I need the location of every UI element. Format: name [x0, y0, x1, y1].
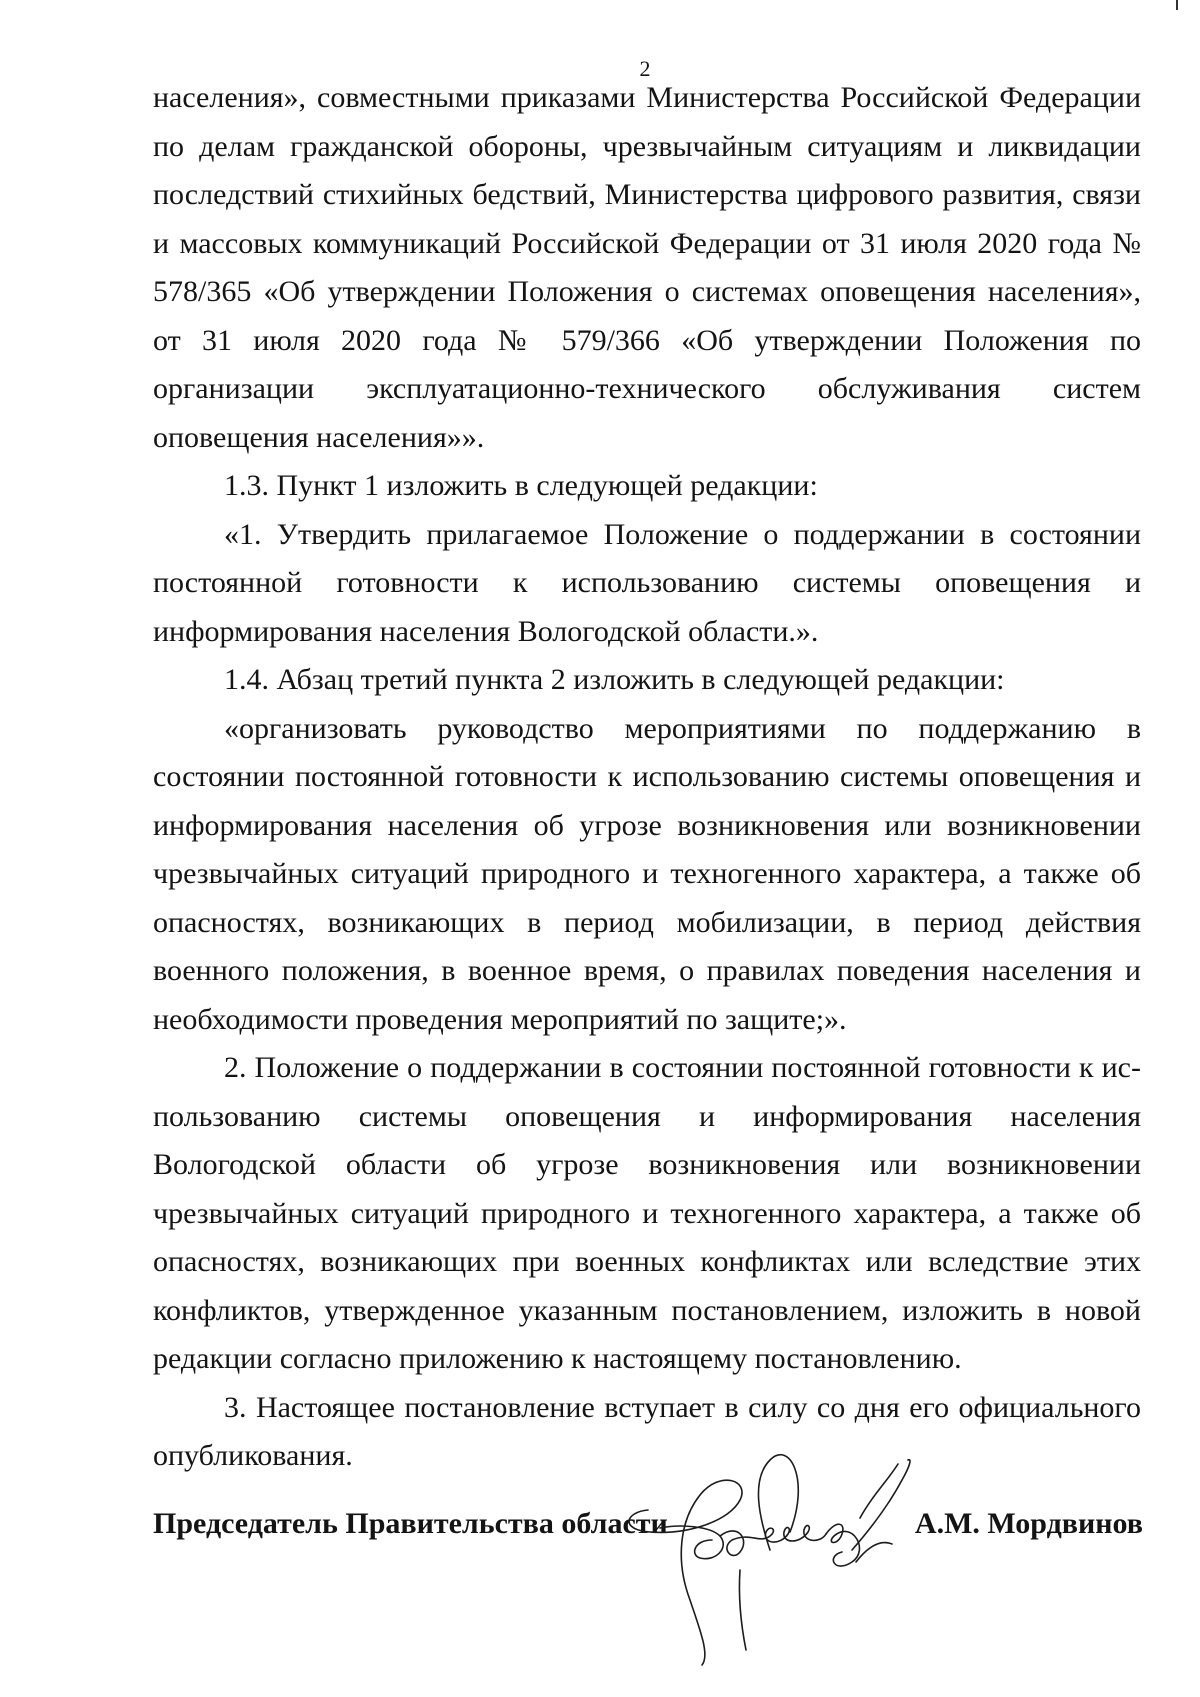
- paragraph-2: 2. Положение о поддержании в состоянии постоянной готовности к использованию системы оповещения и информирования населения Вологодской области об угрозе возникновения или возникновении чрезвычайных ситуаций природного и техногенного характера, а также об опасностях, возникающих при военных конфликтах или вследствие этих конфликтов, утвержденное указанным постановлением, изложить в новой редакции согласно приложению к настоящему постановлению.: [153, 1051, 1141, 1375]
- signatory-title: Председатель Правительства области: [153, 1507, 668, 1540]
- paragraph-3: 3. Настоящее постановление вступает в силу со дня его официального опубликования.: [153, 1390, 1141, 1472]
- handwritten-signature: [620, 1440, 950, 1670]
- paragraph-1-4: 1.4. Абзац третий пункта 2 изложить в следующей редакции:: [224, 663, 1005, 696]
- scan-mark: [1176, 0, 1178, 10]
- document-body: [153, 74, 1141, 1481]
- paragraph-quote-1: «1. Утвердить прилагаемое Положение о поддержании в состоянии постоянной готовности к использованию системы оповещения и информирования населения Вологодской области.».: [153, 517, 1141, 648]
- paragraph-continuation: населения», совместными приказами Министерства Российской Федерации по делам гражданской обороны, чрезвычайным ситуациям и ликвидации последствий стихийных бедствий, Министерства цифрового развития, связи и массовых коммуникаций Российской Федерации от 31 июля 2020 года № 578/365 «Об утверждении Положения о системах оповещения населения», от 31 июля 2020 года № 579/366 «Об утверждении Положения по организации эксплуатационно-технического обслуживания систем оповещения населения»».: [153, 81, 1141, 454]
- paragraph-quote-organize: «организовать руководство мероприятиями по поддержанию в состоянии постоянной готовности к использованию системы оповещения и информирования населения об угрозе возникновения или возникновении чрезвычайных ситуаций природного и техногенного характера, а также об опасностях, возникающих в период мобилизации, в период действия военного положения, в военное время, о правилах поведения населения и необходимости проведения мероприятий по защите;».: [153, 711, 1141, 1036]
- page-number: 2: [639, 56, 651, 81]
- paragraph-1-3: 1.3. Пункт 1 изложить в следующей редакции:: [224, 469, 818, 502]
- signatory-name: А.М. Мордвинов: [914, 1507, 1143, 1540]
